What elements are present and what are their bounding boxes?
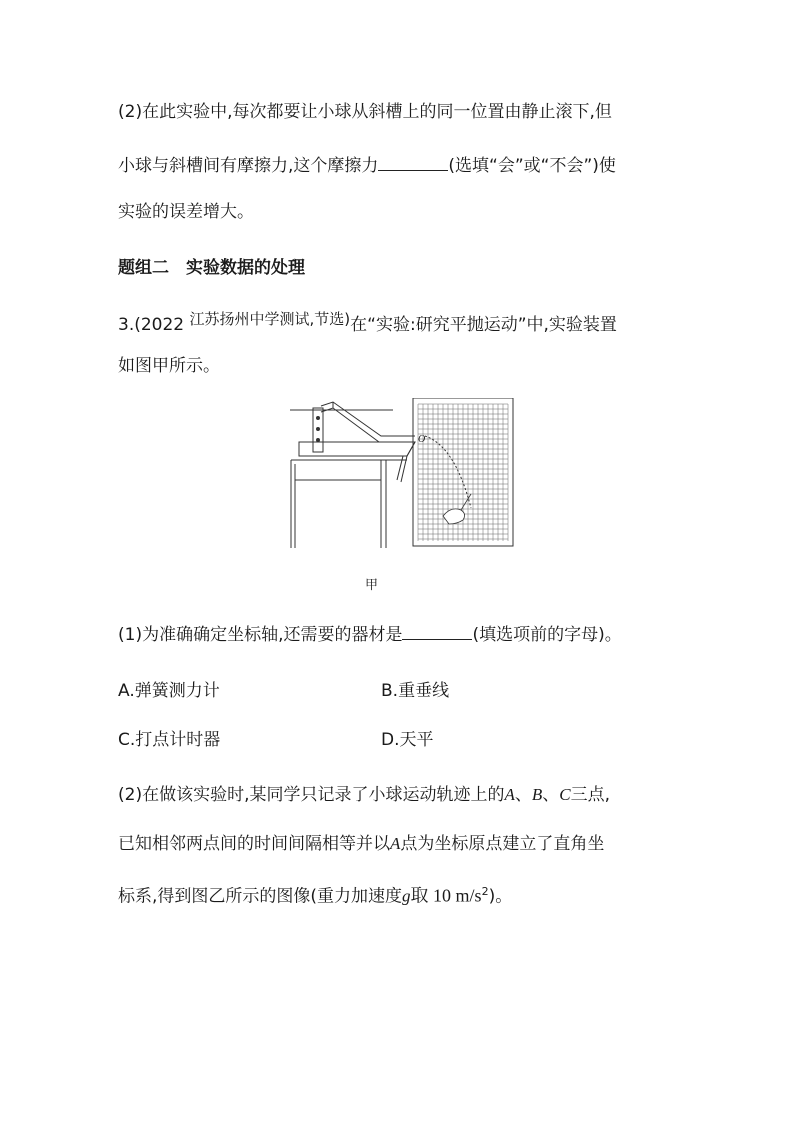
origin-point-a: A xyxy=(390,834,401,853)
q3-sub2-3c: )。 xyxy=(488,886,513,907)
experiment-apparatus-figure xyxy=(285,398,517,554)
answer-blank[interactable] xyxy=(378,153,448,171)
q2-line-3 xyxy=(118,200,254,224)
q3-sub2-1a: (2)在做该实验时,某同学只记录了小球运动轨迹上的 xyxy=(118,785,505,805)
q3-line-1 xyxy=(118,310,617,337)
q3-sub2-line-3 xyxy=(118,880,512,909)
q2-text-3: 实验的误差增大。 xyxy=(118,202,254,222)
section-heading: 题组二 实验数据的处理 xyxy=(118,258,305,278)
q3-sub2-2a: 已知相邻两点间的时间间隔相等并以 xyxy=(118,834,390,854)
exponent: 2 xyxy=(481,885,489,898)
point-c: C xyxy=(559,785,571,804)
option-d[interactable]: D.天平 xyxy=(381,730,434,750)
point-b: B xyxy=(531,785,543,804)
q3-sub1 xyxy=(118,622,622,647)
q3-sub2-line-1 xyxy=(118,783,610,807)
separator: 、 xyxy=(542,785,560,805)
option-b[interactable]: B.重垂线 xyxy=(381,681,450,701)
q2-text-2b: (选填“会”或“不会”)使 xyxy=(448,156,616,176)
q2-text-2a: 小球与斜槽间有摩擦力,这个摩擦力 xyxy=(118,156,379,176)
q3-sub2-2b: 点为坐标原点建立了直角坐 xyxy=(400,834,605,854)
q3-stem-a: 在“实验:研究平抛运动”中,实验装置 xyxy=(350,315,617,335)
q3-source: 江苏扬州中学测试,节选) xyxy=(189,310,351,328)
point-a: A xyxy=(504,785,515,804)
q3-sub1-a: (1)为准确确定坐标轴,还需要的器材是 xyxy=(118,625,403,645)
q3-sub2-1b: 三点, xyxy=(570,785,611,805)
figure-caption: 甲 xyxy=(365,578,379,593)
gravity-symbol: g xyxy=(402,886,411,906)
answer-blank[interactable] xyxy=(402,622,472,640)
q2-line-2 xyxy=(118,153,616,178)
option-a[interactable]: A.弹簧测力计 xyxy=(118,681,220,701)
q3-line-2 xyxy=(118,354,220,378)
q2-text-1: (2)在此实验中,每次都要让小球从斜槽上的同一位置由静止滚下,但 xyxy=(118,102,612,122)
origin-label: O xyxy=(418,434,426,445)
q3-sub2-3a: 标系,得到图乙所示的图像(重力加速度 xyxy=(118,886,403,907)
q3-number: 3.(2022 xyxy=(118,315,185,335)
q2-line-1 xyxy=(118,100,612,124)
option-c[interactable]: C.打点计时器 xyxy=(118,730,221,750)
q3-sub1-b: (填选项前的字母)。 xyxy=(472,625,622,645)
q3-stem-b: 如图甲所示。 xyxy=(118,356,220,376)
gravity-value: 取 10 m/s xyxy=(410,885,482,906)
q3-sub2-line-2 xyxy=(118,832,604,856)
separator: 、 xyxy=(514,785,532,805)
